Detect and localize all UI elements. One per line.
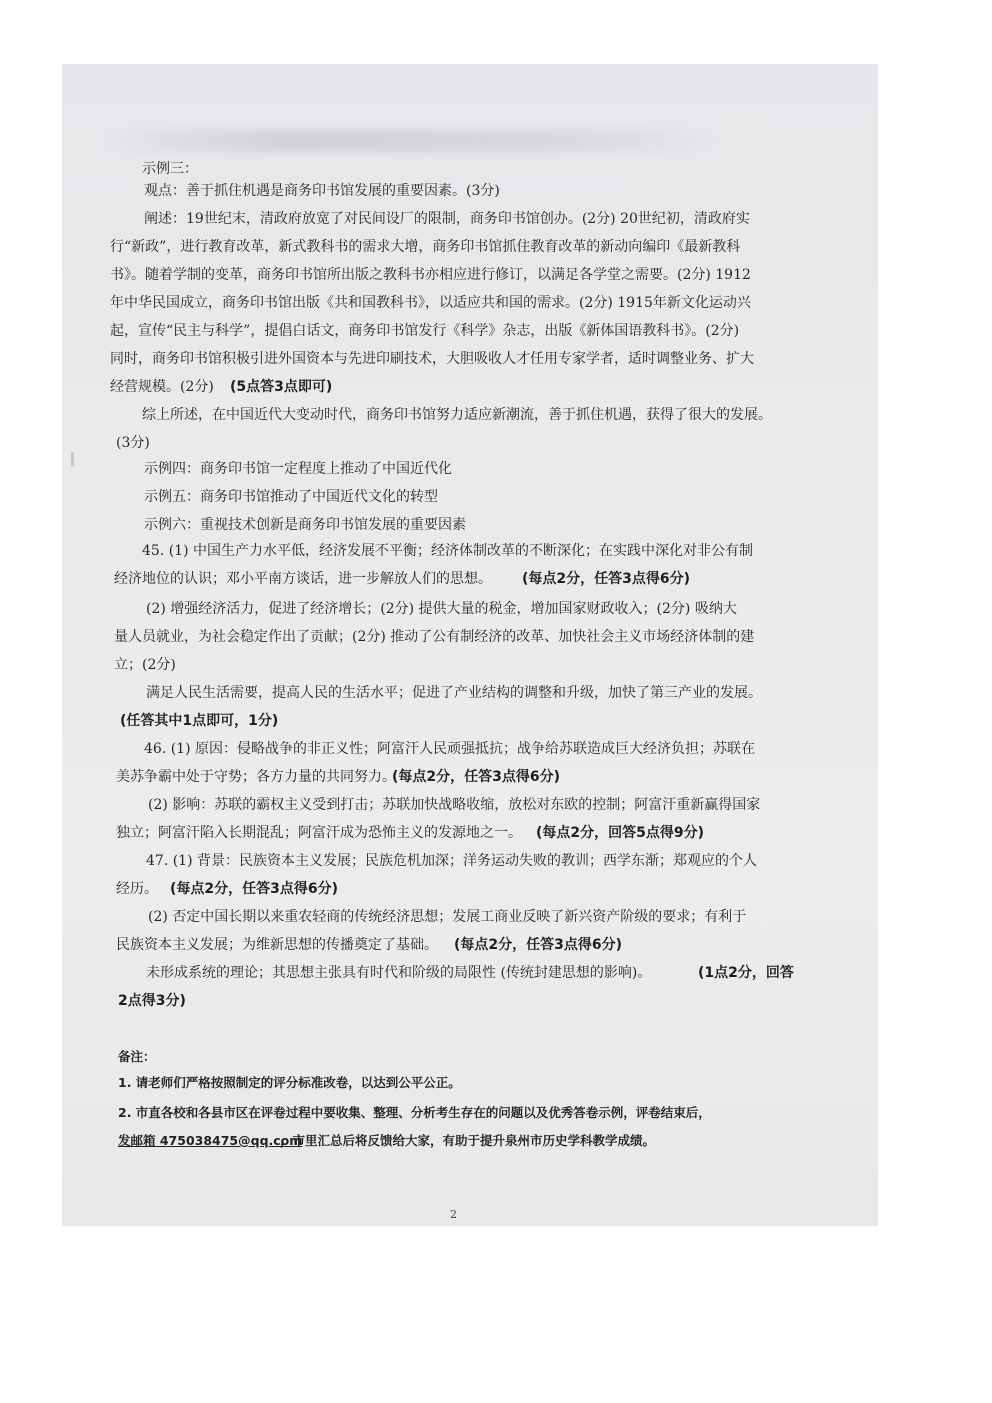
note-2-line2: ，市里汇总后将反馈给大家，有助于提升泉州市历史学科教学成绩。 bbox=[280, 1133, 656, 1148]
q45-extra-scoring: (任答其中1点即可，1分) bbox=[120, 713, 279, 729]
q45-part2-line1: (2) 增强经济活力，促进了经济增长；(2分) 提供大量的税金，增加国家财政收入；(2分) 吸纳大 bbox=[146, 601, 737, 617]
elaboration-line-5: 起，宣传“民主与科学”，提倡白话文，商务印书馆发行《科学》杂志，出版《新体国语教科书》。(2分) bbox=[110, 323, 740, 339]
note-2-email: 发邮箱 475038475@qq.com bbox=[118, 1133, 303, 1148]
q46-part1-scoring: (每点2分，任答3点得6分) bbox=[392, 769, 561, 785]
elaboration-line-6: 同时，商务印书馆积极引进外国资本与先进印刷技术，大胆吸收人才任用专家学者，适时调整业务、扩大 bbox=[110, 351, 754, 367]
q47-extra-scoring-2: 2点得3分) bbox=[118, 993, 186, 1009]
example-three-label: 示例三： bbox=[142, 161, 198, 177]
q47-part2-line1: (2) 否定中国长期以来重农轻商的传统经济思想；发展工商业反映了新兴资产阶级的要求；有利于 bbox=[148, 909, 747, 925]
q47-extra-line: 未形成系统的理论；其思想主张具有时代和阶级的局限性 (传统封建思想的影响)。 bbox=[146, 965, 652, 981]
q47-part2-scoring: (每点2分，任答3点得6分) bbox=[454, 937, 623, 953]
elaboration-scoring-note: (5点答3点即可) bbox=[230, 379, 333, 395]
conclusion-score: (3分) bbox=[116, 435, 150, 451]
q45-part1-line1: 45. (1) 中国生产力水平低，经济发展不平衡；经济体制改革的不断深化；在实践中深化对非公有制 bbox=[142, 543, 753, 559]
elaboration-line-7: 经营规模。(2分) bbox=[110, 379, 214, 395]
q46-part2-line2: 独立；阿富汗陷入长期混乱；阿富汗成为恐怖主义的发源地之一。 bbox=[116, 825, 522, 841]
conclusion-line: 综上所述，在中国近代大变动时代，商务印书馆努力适应新潮流，善于抓住机遇，获得了很大的发展。 bbox=[142, 407, 772, 423]
elaboration-line-4: 年中华民国成立，商务印书馆出版《共和国教科书》，以适应共和国的需求。(2分) 1915年新文化运动兴 bbox=[110, 295, 751, 311]
q45-part2-line2: 量人员就业，为社会稳定作出了贡献；(2分) 推动了公有制经济的改革、加快社会主义市场经济体制的建 bbox=[114, 629, 755, 645]
notes-heading: 备注： bbox=[118, 1049, 156, 1064]
q46-part1-line1: 46. (1) 原因：侵略战争的非正义性；阿富汗人民顽强抵抗；战争给苏联造成巨大经济负担；苏联在 bbox=[144, 741, 755, 757]
q45-extra-line: 满足人民生活需要，提高人民的生活水平；促进了产业结构的调整和升级，加快了第三产业的发展。 bbox=[146, 685, 762, 701]
answer-sheet bbox=[62, 64, 878, 1226]
q47-part1-line1: 47. (1) 背景：民族资本主义发展；民族危机加深；洋务运动失败的教训；西学东渐；郑观应的个人 bbox=[146, 853, 757, 869]
q46-part1-line2: 美苏争霸中处于守势；各方力量的共同努力。 bbox=[116, 769, 396, 785]
q45-part1-scoring: (每点2分，任答3点得6分) bbox=[522, 571, 691, 587]
elaboration-line-3: 书》。随着学制的变革，商务印书馆所出版之教科书亦相应进行修订，以满足各学堂之需要。(2分) 1912 bbox=[110, 267, 751, 283]
q45-part2-line3: 立；(2分) bbox=[114, 657, 176, 673]
document-photo bbox=[62, 64, 878, 1226]
q47-part1-scoring: (每点2分，任答3点得6分) bbox=[170, 881, 339, 897]
note-2-line1: 2. 市直各校和各县市区在评卷过程中要收集、整理、分析考生存在的问题以及优秀答卷示例，评卷结束后， bbox=[118, 1105, 711, 1120]
note-1: 1. 请老师们严格按照制定的评分标准改卷，以达到公平公正。 bbox=[118, 1075, 461, 1090]
example-five: 示例五：商务印书馆推动了中国近代文化的转型 bbox=[144, 489, 438, 505]
page-number: 2 bbox=[450, 1208, 457, 1221]
example-four: 示例四：商务印书馆一定程度上推动了中国近代化 bbox=[144, 461, 452, 477]
q47-part2-line2: 民族资本主义发展；为维新思想的传播奠定了基础。 bbox=[116, 937, 438, 953]
q46-part2-line1: (2) 影响：苏联的霸权主义受到打击；苏联加快战略收缩，放松对东欧的控制；阿富汗重新赢得国家 bbox=[148, 797, 761, 813]
viewpoint-line: 观点：善于抓住机遇是商务印书馆发展的重要因素。(3分) bbox=[144, 183, 500, 199]
q47-extra-scoring-1: (1点2分，回答 bbox=[698, 965, 794, 981]
q47-part1-line2: 经历。 bbox=[116, 881, 158, 897]
q46-part2-scoring: (每点2分，回答5点得9分) bbox=[536, 825, 705, 841]
q45-part1-line2: 经济地位的认识；邓小平南方谈话，进一步解放人们的思想。 bbox=[114, 571, 492, 587]
elaboration-line-1: 阐述：19世纪末，清政府放宽了对民间设厂的限制，商务印书馆创办。(2分) 20世纪初，清政府实 bbox=[144, 211, 750, 227]
elaboration-line-2: 行“新政”，进行教育改革，新式教科书的需求大增，商务印书馆抓住教育改革的新动向编印《最新教科 bbox=[110, 239, 741, 255]
example-six: 示例六：重视技术创新是商务印书馆发展的重要因素 bbox=[144, 517, 466, 533]
